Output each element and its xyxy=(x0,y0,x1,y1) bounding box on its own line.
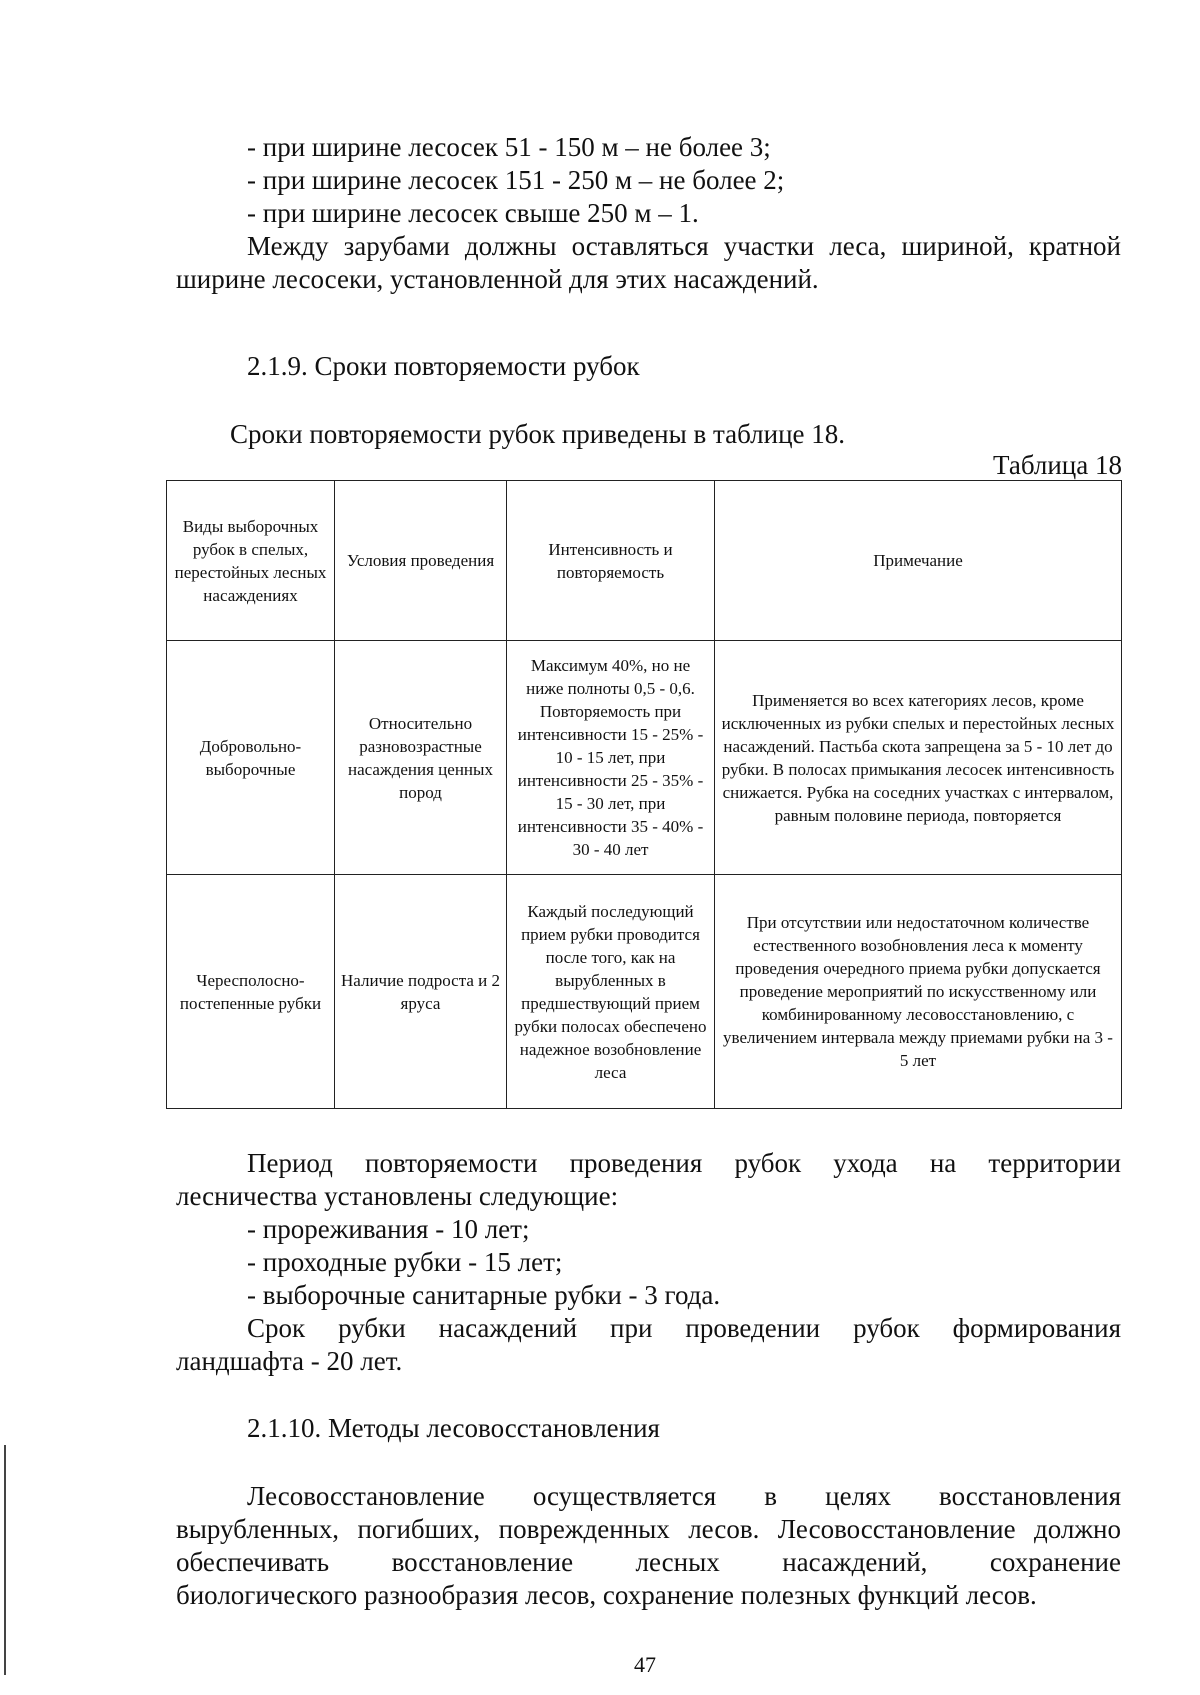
para3-line1: Срок рубки насаждений при проведении рубок формирования xyxy=(247,1313,1121,1343)
section-heading-2-1-10: 2.1.10. Методы лесовосстановления xyxy=(247,1413,660,1443)
cutting-periods-table xyxy=(166,480,1122,1109)
row1-intensity: Максимум 40%, но не ниже полноты 0,5 - 0,6. Повторяемость при интенсивности 15 - 25% - 10 - 15 лет, при интенсивности 25 - 35% - 15 - 30 лет, при интенсивности 35 - 40% - 30 - 40 лет xyxy=(507,641,715,875)
period-line-2: - проходные рубки - 15 лет; xyxy=(247,1247,563,1277)
para4-line4: биологического разнообразия лесов, сохранение полезных функций лесов. xyxy=(176,1580,1037,1610)
table-caption: Таблица 18 xyxy=(993,450,1122,480)
intro-line-1: - при ширине лесосек 51 - 150 м – не более 3; xyxy=(247,132,771,162)
section-heading-2-1-9: 2.1.9. Сроки повторяемости рубок xyxy=(247,351,640,381)
row2-type: Чересполосно-постепенные рубки xyxy=(167,875,335,1109)
para1-line1: Между зарубами должны оставляться участки леса, шириной, кратной xyxy=(247,231,1121,261)
para4-line1: Лесовосстановление осуществляется в целях восстановления xyxy=(247,1481,1121,1511)
page-number: 47 xyxy=(634,1652,656,1677)
table-row xyxy=(167,641,1122,875)
para2-line2: лесничества установлены следующие: xyxy=(176,1181,619,1211)
para1-line2: ширине лесосеки, установленной для этих насаждений. xyxy=(176,264,819,294)
row2-conditions: Наличие подроста и 2 яруса xyxy=(335,875,507,1109)
para2-line1: Период повторяемости проведения рубок ухода на территории xyxy=(247,1148,1121,1178)
header-note: Примечание xyxy=(715,481,1122,641)
header-intensity: Интенсивность и повторяемость xyxy=(507,481,715,641)
row2-note: При отсутствии или недостаточном количестве естественного возобновления леса к моменту проведения очередного приема рубки допускается проведение мероприятий по искусственному или комбинированному лесовосстановлению, с увеличением интервала между приемами рубки на 3 - 5 лет xyxy=(715,875,1122,1109)
row1-note: Применяется во всех категориях лесов, кроме исключенных из рубки спелых и перестойных лесных насаждений. Пастьба скота запрещена за 5 - 10 лет до рубки. В полосах примыкания лесосек интенсивность снижается. Рубка на соседних участках с интервалом, равным половине периода, повторяется xyxy=(715,641,1122,875)
scan-margin-line xyxy=(4,1445,6,1675)
intro-line-3: - при ширине лесосек свыше 250 м – 1. xyxy=(247,198,699,228)
table-intro: Сроки повторяемости рубок приведены в таблице 18. xyxy=(230,419,846,449)
header-conditions: Условия проведения xyxy=(335,481,507,641)
intro-line-2: - при ширине лесосек 151 - 250 м – не более 2; xyxy=(247,165,785,195)
para4-line2: вырубленных, погибших, поврежденных лесов. Лесовосстановление должно xyxy=(176,1514,1121,1544)
row2-intensity: Каждый последующий прием рубки проводится после того, как на вырубленных в предшествующий прием рубки полосах обеспечено надежное возобновление леса xyxy=(507,875,715,1109)
table-header-row xyxy=(167,481,1122,641)
period-line-1: - прореживания - 10 лет; xyxy=(247,1214,530,1244)
header-cutting-types: Виды выборочных рубок в спелых, перестойных лесных насаждениях xyxy=(167,481,335,641)
table-row xyxy=(167,875,1122,1109)
para3-line2: ландшафта - 20 лет. xyxy=(176,1346,403,1376)
para4-line3: обеспечивать восстановление лесных насаждений, сохранение xyxy=(176,1547,1121,1577)
row1-conditions: Относительно разновозрастные насаждения ценных пород xyxy=(335,641,507,875)
period-line-3: - выборочные санитарные рубки - 3 года. xyxy=(247,1280,721,1310)
row1-type: Добровольно-выборочные xyxy=(167,641,335,875)
